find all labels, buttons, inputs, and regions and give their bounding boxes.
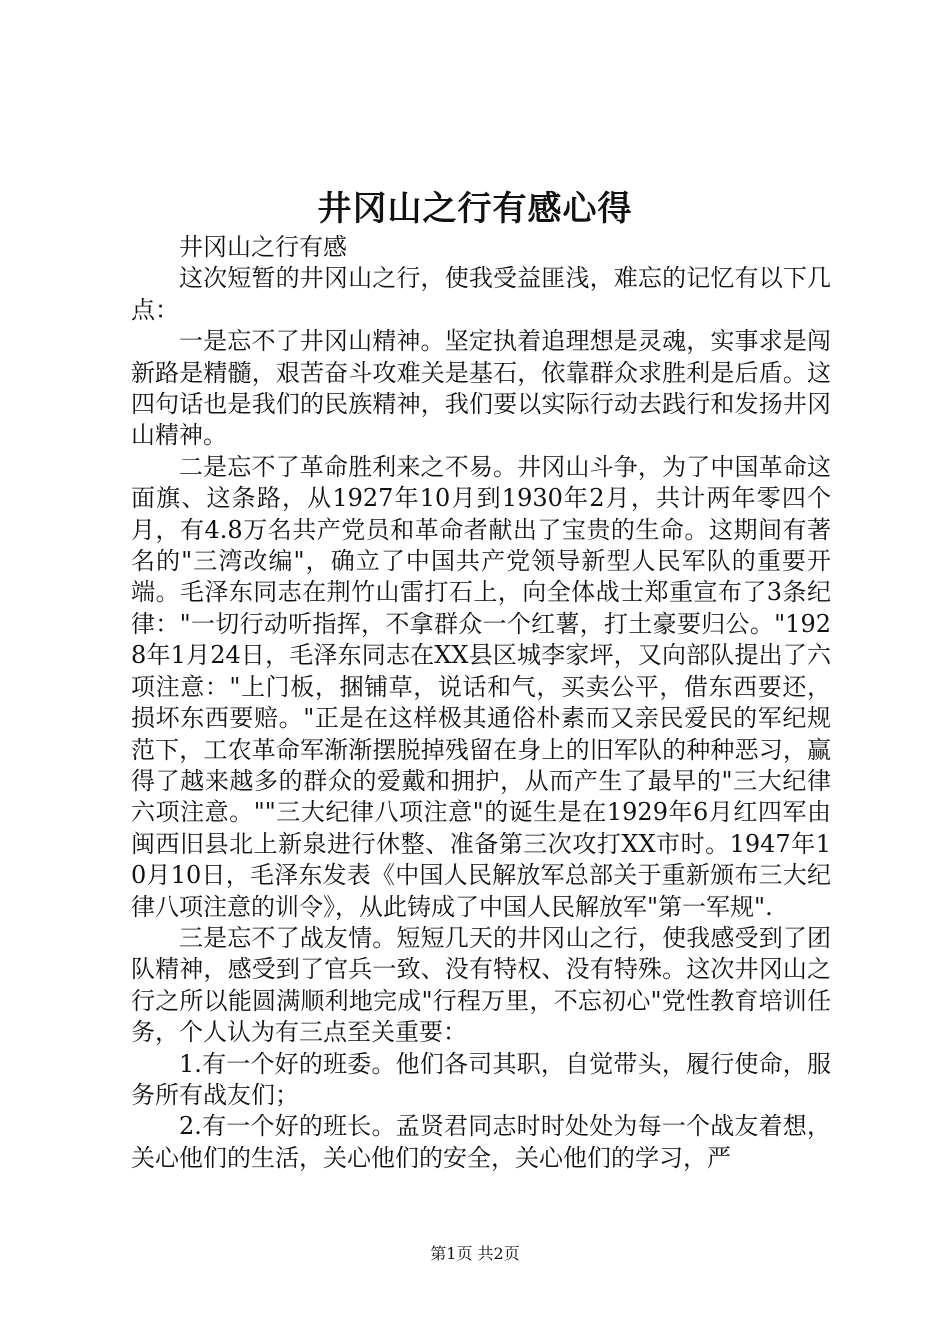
paragraph-subtitle: 井冈山之行有感 [179, 233, 347, 261]
page-footer: 第1页 共2页 [430, 1244, 520, 1263]
paragraph-point-three: 三是忘不了战友情。短短几天的井冈山之行，使我感受到了团队精神，感受到了官兵一致、没有特权、没有特殊。这次井冈山之行之所以能圆满顺利地完成"行程万里，不忘初心"党性教育培训任务，个人认为有三点至关重要： [131, 923, 831, 1047]
document-title: 井冈山之行有感心得 [317, 189, 633, 229]
paragraph-point-one: 一是忘不了井冈山精神。坚定执着追理想是灵魂，实事求是闯新路是精髓，艰苦奋斗攻难关是基石，依靠群众求胜利是后盾。这四句话也是我们的民族精神，我们要以实际行动去践行和发扬井冈山精神。 [131, 327, 831, 450]
paragraph-item-one: 1.有一个好的班委。他们各司其职，自觉带头，履行使命，服务所有战友们； [131, 1049, 831, 1109]
paragraph-intro: 这次短暂的井冈山之行，使我受益匪浅，难忘的记忆有以下几点： [131, 264, 831, 324]
document-body [131, 232, 831, 1174]
paragraph-item-two: 2.有一个好的班长。孟贤君同志时时处处为每一个战友着想，关心他们的生活，关心他们的安全，关心他们的学习，严 [131, 1112, 831, 1172]
paragraph-point-two: 二是忘不了革命胜利来之不易。井冈山斗争，为了中国革命这面旗、这条路，从1927年10月到1930年2月，共计两年零四个月，有4.8万名共产党员和革命者献出了宝贵的生命。这期间有著名的"三湾改编"，确立了中国共产党领导新型人民军队的重要开端。毛泽东同志在荆竹山雷打石上，向全体战士郑重宣布了3条纪律："一切行动听指挥，不拿群众一个红薯，打土豪要归公。"1928年1月24日，毛泽东同志在XX县区城李家坪，又向部队提出了六项注意："上门板，捆铺草，说话和气，买卖公平，借东西要还，损坏东西要赔。"正是在这样极其通俗朴素而又亲民爱民的军纪规范下，工农革命军渐渐摆脱掉残留在身上的旧军队的种种恶习，赢得了越来越多的群众的爱戴和拥护，从而产生了最早的"三大纪律六项注意。""三大纪律八项注意"的诞生是在1929年6月红四军由闽西旧县北上新泉进行休整、准备第三次攻打XX市时。1947年10月10日，毛泽东发表《中国人民解放军总部关于重新颁布三大纪律八项注意的训令》，从此铸成了中国人民解放军"第一军规". [131, 452, 831, 921]
